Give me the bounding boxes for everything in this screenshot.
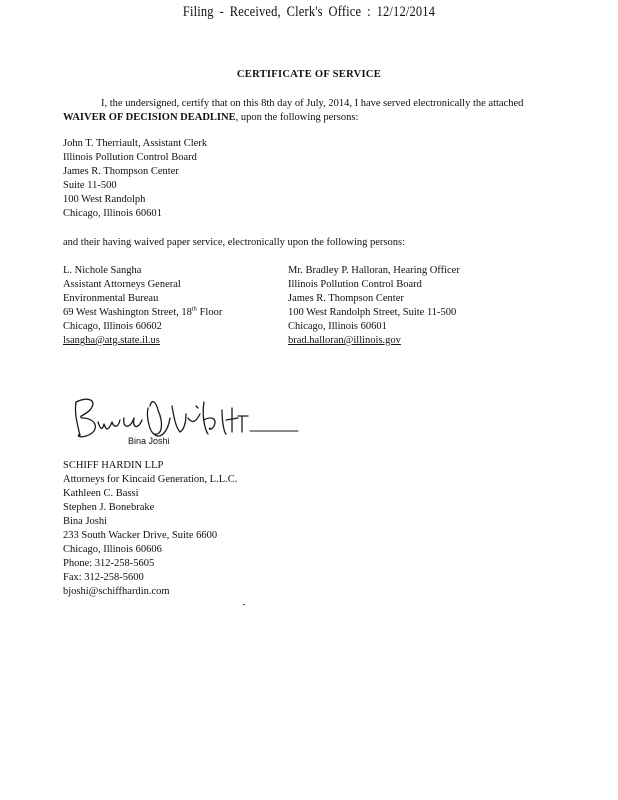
clerk-address-line: James R. Thompson Center [63,166,179,177]
filing-stamp: Filing - Received, Clerk's Office : 12/12/2014 [182,4,436,20]
recipient-line: 100 West Randolph Street, Suite 11-500 [288,307,457,318]
firm-fax: Fax: 312-258-5600 [63,572,144,583]
firm-attorney: Bina Joshi [63,516,108,527]
certification-text-start: I, the undersigned, certify that on this 8th day of July, 2014, I have served electronically the attached [101,98,524,109]
firm-phone: Phone: 312-258-5605 [63,558,155,569]
recipient-email-link[interactable]: lsangha@atg.state.il.us [63,335,160,346]
waiver-statement: and their having waived paper service, electronically upon the following persons: [63,237,406,248]
firm-signature-block [63,459,237,599]
clerk-address-line: John T. Therriault, Assistant Clerk [63,138,208,149]
clerk-address [63,137,207,221]
page-title: CERTIFICATE OF SERVICE [236,69,382,80]
document-title-reference: WAIVER OF DECISION DEADLINE [63,111,236,123]
scan-artifact [243,604,245,605]
firm-address: 233 South Wacker Drive, Suite 6600 [63,530,218,541]
recipient-name: L. Nichole Sangha [63,265,142,276]
certification-paragraph [63,97,563,124]
recipient-line: James R. Thompson Center [288,293,404,304]
service-recipient-right [288,264,460,348]
recipient-title: Assistant Attorneys General [63,279,181,290]
clerk-address-line: Illinois Pollution Control Board [63,152,197,163]
firm-city: Chicago, Illinois 60606 [63,544,162,555]
firm-attorney: Stephen J. Bonebrake [63,502,155,513]
firm-line: Attorneys for Kincaid Generation, L.L.C. [63,474,238,485]
firm-email-link[interactable]: bjoshi@schiffhardin.com [63,586,170,597]
clerk-address-line: Chicago, Illinois 60601 [63,208,162,219]
street-ordinal-suffix: th [191,305,197,313]
street-floor: Floor [196,307,223,318]
firm-name: SCHIFF HARDIN LLP [63,460,164,471]
recipient-line: Chicago, Illinois 60601 [288,321,387,332]
certification-text-end: , upon the following persons: [235,111,359,123]
signature-printed-name: Bina Joshi [128,436,170,446]
recipient-bureau: Environmental Bureau [63,293,159,304]
recipient-line: Mr. Bradley P. Halloran, Hearing Officer [288,265,460,276]
firm-attorney: Kathleen C. Bassi [63,488,139,499]
clerk-address-line: 100 West Randolph [63,194,146,205]
street-main: 69 West Washington Street, 18 [63,307,192,318]
handwritten-signature [68,388,308,448]
service-recipient-left [63,264,222,348]
recipient-email-link[interactable]: brad.halloran@illinois.gov [288,335,401,346]
recipient-street [63,306,222,320]
recipient-city: Chicago, Illinois 60602 [63,321,162,332]
recipient-line: Illinois Pollution Control Board [288,279,422,290]
clerk-address-line: Suite 11-500 [63,180,117,191]
